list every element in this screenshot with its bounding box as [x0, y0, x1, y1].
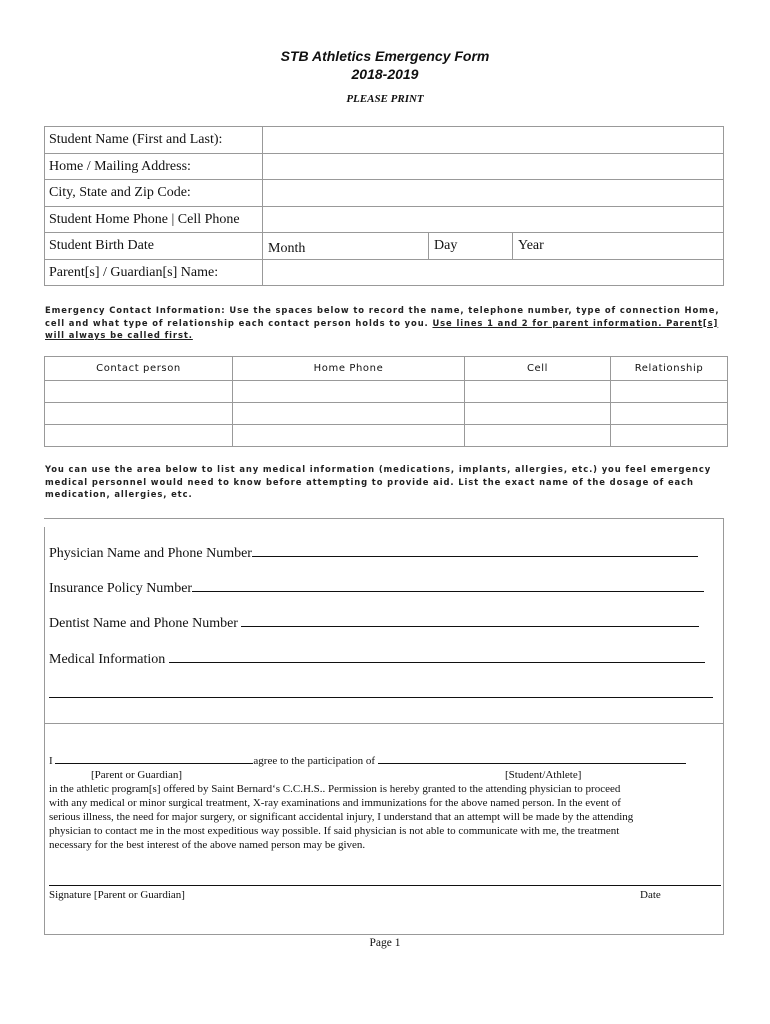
- dentist-field[interactable]: [241, 614, 699, 627]
- home-phone-cell[interactable]: [233, 403, 465, 425]
- student-name-label: Student Name (First and Last):: [45, 127, 263, 154]
- phone-row: [45, 206, 724, 233]
- contact-row: [45, 425, 728, 447]
- consent-line: serious illness, the need for major surgery, or significant accidental injury, I understand that an attempt will be made by the attending: [49, 811, 634, 823]
- birth-label: Student Birth Date: [45, 233, 263, 260]
- consent-line: with any medical or minor surgical treatment, X-ray examinations and immunizations for the above named person. In the event of: [49, 797, 621, 809]
- signature-line[interactable]: [49, 885, 721, 886]
- contact-person-cell[interactable]: [45, 403, 233, 425]
- home-phone-cell[interactable]: [233, 381, 465, 403]
- relationship-cell[interactable]: [611, 425, 728, 447]
- contact-row: [45, 403, 728, 425]
- city-label: City, State and Zip Code:: [45, 180, 263, 207]
- signature-label: Signature [Parent or Guardian]: [49, 889, 185, 901]
- city-field[interactable]: [263, 180, 724, 207]
- contact-row: [45, 381, 728, 403]
- form-year: 2018-2019: [351, 66, 419, 82]
- emergency-underlined: Use lines 1 and 2 for parent information. Parent[s] will always be called first.: [45, 317, 719, 340]
- consent-agree: agree to the participation of: [253, 755, 378, 767]
- consent-line: physician to contact me in the most expeditious way possible. If said physician is not able to communicate with me, the treatment: [49, 825, 620, 837]
- parent-label: Parent[s] / Guardian[s] Name:: [45, 259, 263, 286]
- medical-info-field[interactable]: [169, 650, 705, 663]
- relationship-cell[interactable]: [611, 403, 728, 425]
- student-name-field[interactable]: [263, 127, 724, 154]
- contact-person-header: Contact person: [45, 357, 233, 381]
- cell-cell[interactable]: [465, 403, 611, 425]
- cell-cell[interactable]: [465, 381, 611, 403]
- medical-instructions: You can use the area below to list any medical information (medications, implants, allergies, etc.) you feel emergency medical personnel would need to know before attempting to provide aid. List the exact name of the dosage of each medication, allergies, etc.: [45, 464, 712, 499]
- phone-label: Student Home Phone | Cell Phone: [45, 206, 263, 233]
- consent-line: necessary for the best interest of the above named person may be given.: [49, 839, 366, 851]
- relationship-header: Relationship: [611, 357, 728, 381]
- please-print: PLEASE PRINT: [346, 93, 424, 105]
- form-title: STB Athletics Emergency Form: [280, 48, 490, 64]
- parent-field[interactable]: [263, 259, 724, 286]
- medical-box-left-border: [44, 527, 45, 723]
- student-caption: [Student/Athlete]: [505, 769, 582, 781]
- medical-info-line: [49, 650, 705, 668]
- parent-name-field[interactable]: [55, 754, 253, 764]
- city-row: [45, 180, 724, 207]
- address-label: Home / Mailing Address:: [45, 153, 263, 180]
- birth-day-field[interactable]: Day: [429, 233, 513, 259]
- student-info-table: [44, 126, 724, 286]
- insurance-field[interactable]: [192, 579, 704, 592]
- emergency-instructions: [45, 304, 735, 342]
- consent-text: [49, 754, 725, 852]
- consent-caption-row: [49, 768, 725, 782]
- birth-row: [45, 233, 724, 260]
- contacts-header-row: [45, 357, 728, 381]
- birth-month-field[interactable]: Month: [263, 233, 429, 259]
- consent-line: in the athletic program[s] offered by Saint Bernard‘s C.C.H.S.. Permission is hereby granted to the attending physician to proceed: [49, 783, 621, 795]
- physician-label: Physician Name and Phone Number: [49, 546, 252, 561]
- phone-field[interactable]: [263, 206, 724, 233]
- contact-person-cell[interactable]: [45, 425, 233, 447]
- insurance-line: [49, 579, 704, 597]
- cell-cell[interactable]: [465, 425, 611, 447]
- student-name-consent-field[interactable]: [378, 754, 686, 764]
- medical-info-label: Medical Information: [49, 652, 169, 667]
- home-phone-header: Home Phone: [233, 357, 465, 381]
- physician-line: [49, 544, 698, 562]
- dentist-label: Dentist Name and Phone Number: [49, 616, 242, 631]
- address-field[interactable]: [263, 153, 724, 180]
- home-phone-cell[interactable]: [233, 425, 465, 447]
- student-name-row: [45, 127, 724, 154]
- insurance-label: Insurance Policy Number: [49, 581, 193, 596]
- physician-field[interactable]: [252, 544, 698, 557]
- relationship-cell[interactable]: [611, 381, 728, 403]
- contacts-table: [44, 356, 728, 447]
- address-row: [45, 153, 724, 180]
- consent-agree-row: [49, 754, 725, 768]
- medical-info-extra-line[interactable]: [49, 697, 713, 698]
- consent-box: [44, 723, 724, 935]
- medical-box: [44, 518, 724, 723]
- contact-person-cell[interactable]: [45, 381, 233, 403]
- dentist-line: [49, 614, 699, 632]
- emergency-text: Emergency Contact Information: Use the spaces below to record the name, telephone number, type of connection Home, cell and what type of relationship each contact person holds to you.: [45, 305, 720, 328]
- date-label: Date: [640, 889, 661, 901]
- cell-header: Cell: [465, 357, 611, 381]
- birth-date-fields: [263, 233, 724, 260]
- page-number: Page 1: [369, 937, 401, 949]
- parent-row: [45, 259, 724, 286]
- consent-i: I: [49, 755, 56, 767]
- parent-caption: [Parent or Guardian]: [91, 769, 183, 781]
- birth-year-field[interactable]: Year: [518, 238, 544, 253]
